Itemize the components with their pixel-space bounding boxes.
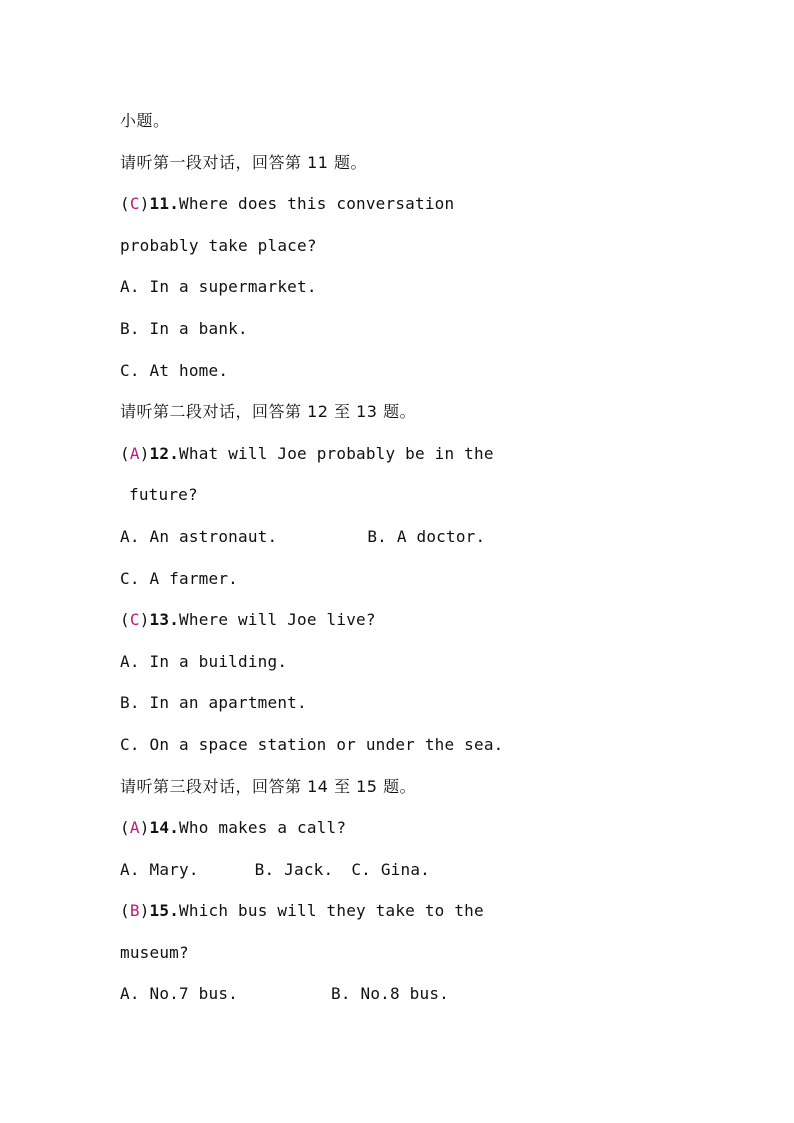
question-12: (A)12.What will Joe probably be in the <box>120 443 494 463</box>
options-15 <box>120 973 760 1015</box>
option-11-b: B. In a bank. <box>120 318 248 338</box>
question-number-12: 12. <box>149 443 180 463</box>
section-instruction-2: 请听第二段对话，回答第 12 至 13 题。 <box>120 402 417 422</box>
option-12-c: C. A farmer. <box>120 568 238 588</box>
option-11-c: C. At home. <box>120 360 229 380</box>
option-12-b: B. A doctor. <box>367 526 486 546</box>
section-tail-text: 小题。 <box>120 111 170 130</box>
answer-14: A <box>129 818 140 838</box>
options-12-ab <box>120 516 760 558</box>
question-text-14: Who makes a call? <box>179 818 347 838</box>
question-11-continued: probably take place? <box>120 235 317 255</box>
question-number-11: 11. <box>149 194 180 214</box>
question-text-11: Where does this conversation <box>179 194 455 214</box>
question-text-12: What will Joe probably be in the <box>179 443 494 463</box>
question-number-13: 13. <box>149 610 180 630</box>
answer-13: C <box>129 610 140 630</box>
option-14-c: C. Gina. <box>351 859 431 879</box>
question-number-14: 14. <box>149 818 180 838</box>
option-15-b: B. No.8 bus. <box>331 984 449 1004</box>
question-text-13: Where will Joe live? <box>179 610 376 630</box>
question-15-continued: museum? <box>120 942 189 962</box>
options-14 <box>120 849 760 891</box>
question-11: (C)11.Where does this conversation <box>120 194 455 214</box>
answer-12: A <box>129 443 140 463</box>
answer-11: C <box>129 194 140 214</box>
document-page <box>120 100 760 1015</box>
question-13: (C)13.Where will Joe live? <box>120 610 376 630</box>
option-11-a: A. In a supermarket. <box>120 277 317 297</box>
option-14-b: B. Jack. <box>254 859 334 879</box>
option-14-a: A. Mary. <box>120 859 199 879</box>
answer-15: B <box>129 901 140 921</box>
option-13-b: B. In an apartment. <box>120 693 307 713</box>
option-12-a: A. An astronaut. <box>120 526 278 546</box>
section-instruction-1: 请听第一段对话，回答第 11 题。 <box>120 152 368 172</box>
question-12-continued: future? <box>129 485 198 505</box>
question-15: (B)15.Which bus will they take to the <box>120 901 484 921</box>
option-13-a: A. In a building. <box>120 651 288 671</box>
question-14: (A)14.Who makes a call? <box>120 818 347 838</box>
question-text-15: Which bus will they take to the <box>179 901 484 921</box>
option-13-c: C. On a space station or under the sea. <box>120 734 504 754</box>
question-number-15: 15. <box>149 901 180 921</box>
option-15-a: A. No.7 bus. <box>120 984 238 1004</box>
section-instruction-3: 请听第三段对话，回答第 14 至 15 题。 <box>120 776 417 796</box>
